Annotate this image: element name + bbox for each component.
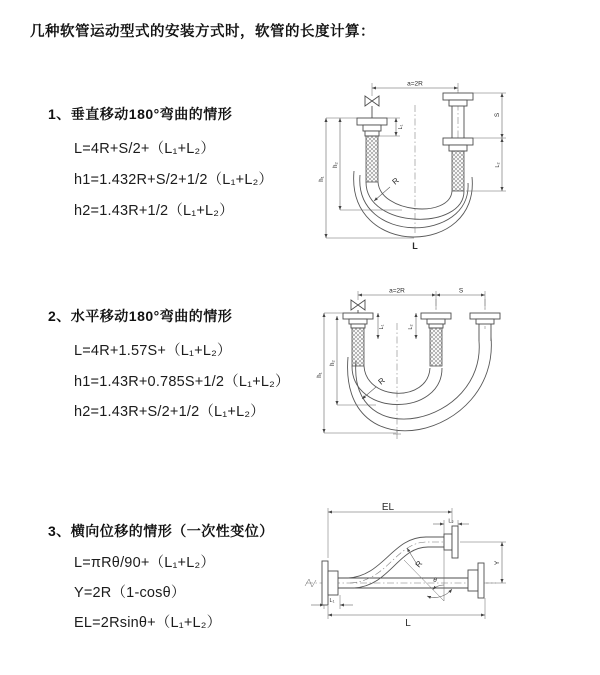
curved-hose [348,537,444,588]
length-label: L [412,241,418,251]
right-flange-fitting [468,563,484,598]
section-2-formula-L: L=4R+1.57S+（L₁+L₂） [74,343,232,359]
section-1-heading: 1、垂直移动180°弯曲的情形 [48,106,233,122]
axis-break-mark [305,579,316,587]
diagram-lateral-displacement [300,498,600,630]
section-2-heading: 2、水平移动180°弯曲的情形 [48,308,233,324]
svg-text:Y: Y [494,560,501,566]
svg-text:h₁: h₁ [319,176,325,182]
section-1-formula-h1: h1=1.432R+S/2+1/2（L₁+L₂） [74,172,274,188]
dim-l2 [433,519,469,535]
svg-text:S: S [458,287,464,295]
radius-callout [362,376,387,399]
svg-text:L: L [405,618,411,629]
svg-text:L₁: L₁ [398,124,404,130]
middle-flange-fitting [421,299,451,366]
dim-l [328,598,485,629]
dim-a2r [358,288,485,310]
valve-icon [351,300,365,313]
braided-hose-section [430,328,442,366]
dim-l2 [408,313,416,339]
svg-text:L₂: L₂ [448,518,454,525]
dim-a2r-label: a=2R [407,80,423,88]
svg-text:a=2R: a=2R [389,287,405,295]
valve-icon [365,96,379,118]
right-flange-fitting [470,299,500,341]
dim-s [473,93,506,138]
svg-text:h₂: h₂ [330,360,336,366]
svg-text:R: R [376,375,387,387]
right-flange-fitting [443,90,473,191]
section-2-formula-h2: h2=1.43R+S/2+1/2（L₁+L₂） [74,404,265,420]
dim-l1 [378,313,385,339]
svg-text:EL: EL [381,502,395,513]
angle-construction [404,550,452,601]
upper-flange-fitting [444,526,458,558]
dim-l1 [311,595,353,609]
svg-text:L₁: L₁ [379,324,385,330]
braided-hose-section [452,151,464,191]
section-3-heading: 3、横向位移的情形（一次性变位） [48,523,274,539]
left-flange-fitting [357,118,387,182]
section-3-formula-EL: EL=2Rsinθ+（L₁+L₂） [74,615,222,631]
dim-s [436,288,485,296]
diagram-vertical-180-bend [310,75,600,265]
hose-u-curves [348,337,492,431]
svg-text:h₁: h₁ [317,372,323,378]
dim-el [328,502,452,558]
svg-text:R: R [390,175,401,187]
svg-text:S: S [494,112,501,118]
section-3-formula-Y: Y=2R（1-cosθ） [74,585,186,601]
svg-text:L₁: L₁ [329,598,335,604]
svg-text:h₂: h₂ [333,162,339,168]
svg-text:R: R [413,559,425,570]
section-1-formula-L: L=4R+S/2+（L₁+L₂） [74,141,216,157]
braided-hose-section [366,136,378,182]
diagram-horizontal-180-bend [310,283,600,461]
svg-text:L₂: L₂ [495,162,501,168]
section-2-formula-h1: h1=1.43R+0.785S+1/2（L₁+L₂） [74,374,290,390]
angle-label: θ [433,577,437,584]
section-3-formula-L: L=πRθ/90+（L₁+L₂） [74,555,216,571]
page-title: 几种软管运动型式的安装方式时，软管的长度计算： [30,24,375,40]
braided-hose-section [352,328,364,366]
svg-text:L₂: L₂ [408,324,414,330]
section-1-formula-h2: h2=1.43R+1/2（L₁+L₂） [74,203,234,219]
